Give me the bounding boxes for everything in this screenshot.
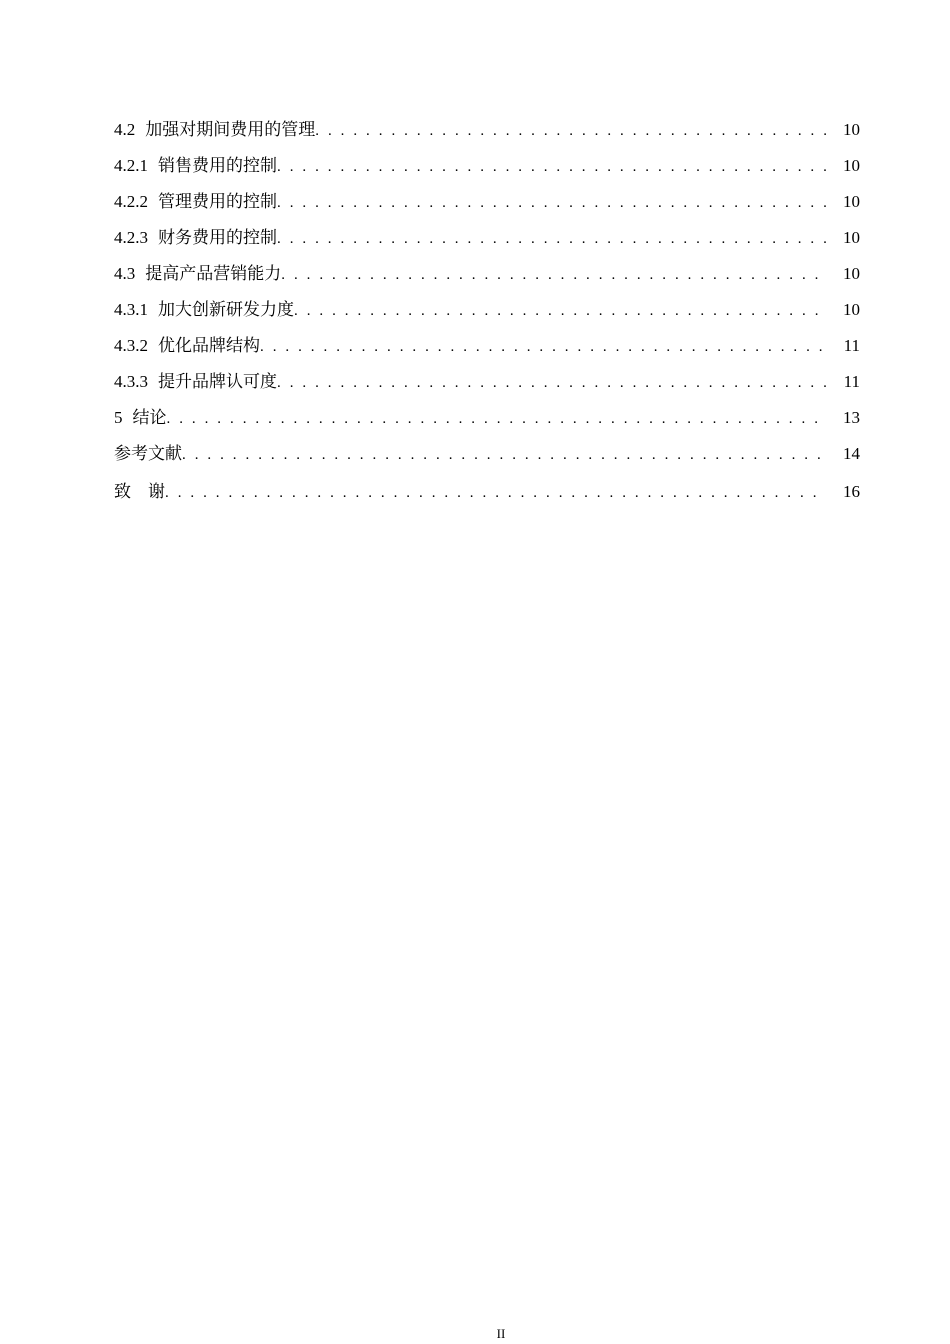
toc-entry-page: 10 [843, 120, 860, 139]
toc-entry-references[interactable] [114, 442, 860, 480]
toc-entry-4-2[interactable] [114, 118, 860, 154]
toc-entry-number: 4.2.1 [114, 156, 148, 175]
toc-entry-title: 优化品牌结构 [158, 336, 260, 355]
toc-entry-number: 4.3 [114, 264, 136, 283]
dot-leader [277, 371, 826, 395]
toc-entry-page: 10 [843, 228, 860, 247]
toc-entry-title: 管理费用的控制 [158, 192, 277, 211]
toc-entry-page: 14 [843, 444, 860, 463]
dot-leader [294, 299, 826, 323]
toc-entry-number: 4.2.3 [114, 228, 148, 247]
toc-entry-title: 参考文献 [114, 444, 182, 463]
toc-entry-title: 致 谢 [114, 482, 165, 501]
toc-entry-title: 提升品牌认可度 [158, 372, 277, 391]
dot-leader [167, 407, 827, 431]
toc-entry-page: 13 [843, 408, 860, 427]
toc-entry-number: 4.3.2 [114, 336, 148, 355]
toc-entry-4-2-3[interactable] [114, 226, 860, 262]
toc-entry-4-2-1[interactable] [114, 154, 860, 190]
page-number-footer: II [496, 1326, 506, 1341]
toc-entry-title: 加大创新研发力度 [158, 300, 294, 319]
dot-leader [277, 155, 826, 179]
toc-entry-4-3[interactable] [114, 262, 860, 298]
toc-entry-4-3-1[interactable] [114, 298, 860, 334]
toc-entry-page: 10 [843, 192, 860, 211]
toc-entry-title: 财务费用的控制 [158, 228, 277, 247]
toc-entry-page: 10 [843, 156, 860, 175]
toc-entry-page: 10 [843, 264, 860, 283]
toc-entry-number: 4.2 [114, 120, 136, 139]
toc-entry-5[interactable] [114, 406, 860, 442]
toc-entry-title: 销售费用的控制 [158, 156, 277, 175]
dot-leader [277, 191, 826, 215]
toc-entry-title: 提高产品营销能力 [145, 264, 282, 283]
toc-entry-page: 11 [843, 372, 860, 391]
toc-entry-4-3-3[interactable] [114, 370, 860, 406]
toc-entry-page: 10 [843, 300, 860, 319]
dot-leader [277, 227, 826, 251]
toc-entry-4-2-2[interactable] [114, 190, 860, 226]
toc-entry-number: 5 [114, 408, 123, 427]
dot-leader [260, 335, 826, 359]
toc-entry-page: 16 [843, 482, 860, 501]
dot-leader [182, 443, 826, 467]
toc-entry-number: 4.2.2 [114, 192, 148, 211]
toc-entry-title: 结论 [132, 408, 167, 427]
table-of-contents [114, 118, 860, 518]
toc-entry-number: 4.3.1 [114, 300, 148, 319]
dot-leader [165, 481, 826, 505]
dot-leader [315, 119, 826, 143]
toc-entry-number: 4.3.3 [114, 372, 148, 391]
toc-entry-title: 加强对期间费用的管理 [145, 120, 316, 139]
toc-entry-page: 11 [843, 336, 860, 355]
dot-leader [281, 263, 826, 287]
toc-entry-4-3-2[interactable] [114, 334, 860, 370]
toc-entry-acknowledgements[interactable] [114, 480, 860, 518]
